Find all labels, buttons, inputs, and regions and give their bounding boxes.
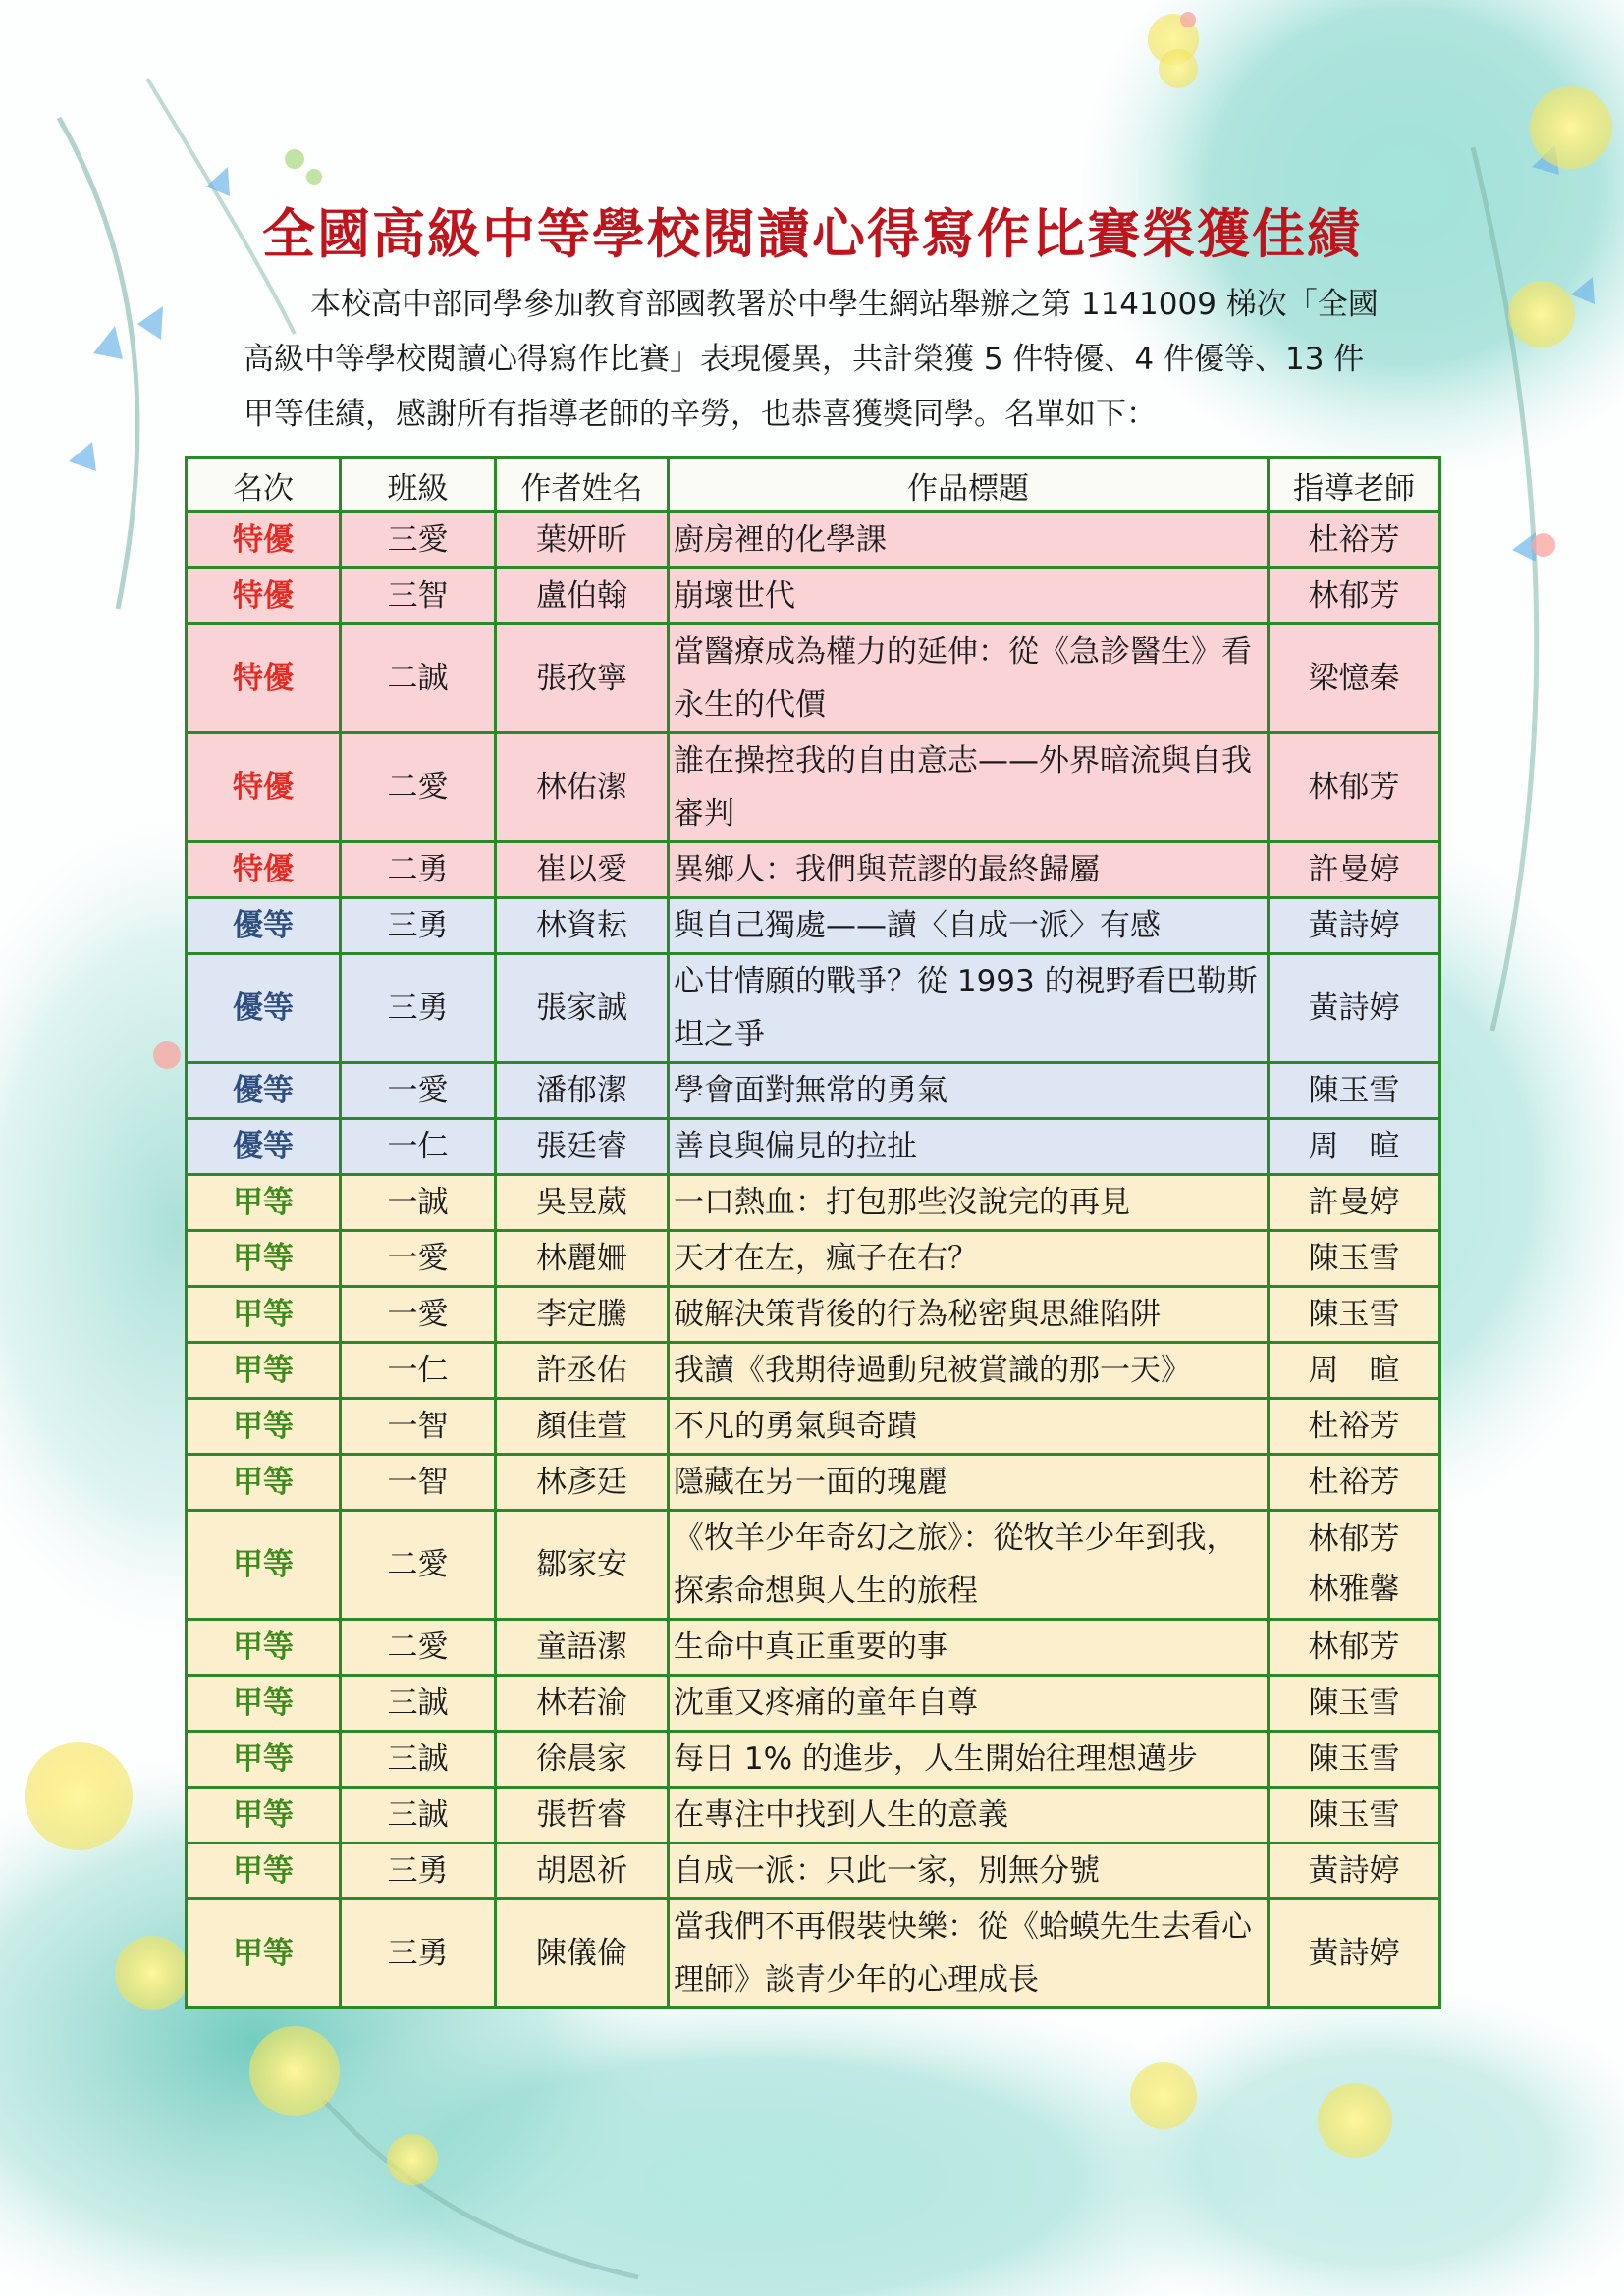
table-row xyxy=(187,1676,1440,1732)
rank-cell: 優等 xyxy=(187,1119,341,1175)
table-row xyxy=(187,1788,1440,1843)
teacher-cell: 許曼婷 xyxy=(1269,842,1440,898)
rank-cell: 特優 xyxy=(187,512,341,568)
rank-cell: 甲等 xyxy=(187,1455,341,1511)
author-cell: 林彥廷 xyxy=(496,1455,669,1511)
table-row xyxy=(187,1119,1440,1175)
table-row xyxy=(187,1175,1440,1231)
header-teacher: 指導老師 xyxy=(1269,458,1440,512)
rank-cell: 甲等 xyxy=(187,1399,341,1455)
teacher-cell: 杜裕芳 xyxy=(1269,1455,1440,1511)
work-title-cell: 學會面對無常的勇氣 xyxy=(669,1063,1269,1119)
class-cell: 三勇 xyxy=(341,954,496,1063)
teacher-cell: 陳玉雪 xyxy=(1269,1676,1440,1732)
author-cell: 張家誠 xyxy=(496,954,669,1063)
author-cell: 潘郁潔 xyxy=(496,1063,669,1119)
teacher-cell: 林郁芳 xyxy=(1269,568,1440,624)
table-row xyxy=(187,898,1440,954)
teacher-cell: 杜裕芳 xyxy=(1269,512,1440,568)
teacher-name: 林郁芳 xyxy=(1308,1522,1400,1557)
work-title-cell: 在專注中找到人生的意義 xyxy=(669,1788,1269,1843)
rank-cell: 甲等 xyxy=(187,1343,341,1399)
class-cell: 一智 xyxy=(341,1455,496,1511)
awards-table xyxy=(185,456,1441,2009)
author-cell: 李定騰 xyxy=(496,1287,669,1343)
class-cell: 二勇 xyxy=(341,842,496,898)
work-title-cell: 隱藏在另一面的瑰麗 xyxy=(669,1455,1269,1511)
header-author: 作者姓名 xyxy=(496,458,669,512)
work-title-cell: 不凡的勇氣與奇蹟 xyxy=(669,1399,1269,1455)
rank-cell: 優等 xyxy=(187,1063,341,1119)
teacher-cell xyxy=(1269,1511,1440,1620)
author-cell: 顏佳萱 xyxy=(496,1399,669,1455)
rank-cell: 甲等 xyxy=(187,1843,341,1899)
work-title-cell: 心甘情願的戰爭？從 1993 的視野看巴勒斯坦之爭 xyxy=(669,954,1269,1063)
class-cell: 二愛 xyxy=(341,733,496,842)
work-title-cell: 誰在操控我的自由意志——外界暗流與自我審判 xyxy=(669,733,1269,842)
author-cell: 林麗姍 xyxy=(496,1231,669,1287)
work-title-cell: 每日 1% 的進步，人生開始往理想邁步 xyxy=(669,1732,1269,1788)
table-row xyxy=(187,624,1440,733)
author-cell: 張哲睿 xyxy=(496,1788,669,1843)
table-row xyxy=(187,1620,1440,1676)
work-title-cell: 善良與偏見的拉扯 xyxy=(669,1119,1269,1175)
table-row xyxy=(187,1899,1440,2008)
class-cell: 三勇 xyxy=(341,1843,496,1899)
author-cell: 崔以愛 xyxy=(496,842,669,898)
rank-cell: 特優 xyxy=(187,568,341,624)
rank-cell: 甲等 xyxy=(187,1287,341,1343)
header-class: 班級 xyxy=(341,458,496,512)
work-title-cell: 《牧羊少年奇幻之旅》：從牧羊少年到我，探索命想與人生的旅程 xyxy=(669,1511,1269,1620)
class-cell: 一愛 xyxy=(341,1063,496,1119)
class-cell: 三智 xyxy=(341,568,496,624)
table-row xyxy=(187,1231,1440,1287)
table-row xyxy=(187,1843,1440,1899)
table-row xyxy=(187,512,1440,568)
table-header-row xyxy=(187,458,1440,512)
teacher-cell: 陳玉雪 xyxy=(1269,1732,1440,1788)
author-cell: 徐晨家 xyxy=(496,1732,669,1788)
work-title-cell: 生命中真正重要的事 xyxy=(669,1620,1269,1676)
header-rank: 名次 xyxy=(187,458,341,512)
work-title-cell: 崩壞世代 xyxy=(669,568,1269,624)
class-cell: 一仁 xyxy=(341,1343,496,1399)
rank-cell: 甲等 xyxy=(187,1676,341,1732)
rank-cell: 甲等 xyxy=(187,1620,341,1676)
teacher-cell: 陳玉雪 xyxy=(1269,1788,1440,1843)
author-cell: 盧伯翰 xyxy=(496,568,669,624)
rank-cell: 甲等 xyxy=(187,1899,341,2008)
rank-cell: 甲等 xyxy=(187,1175,341,1231)
class-cell: 一誠 xyxy=(341,1175,496,1231)
author-cell: 張孜寧 xyxy=(496,624,669,733)
table-row xyxy=(187,733,1440,842)
teacher-cell: 梁憶秦 xyxy=(1269,624,1440,733)
author-cell: 吳昱葳 xyxy=(496,1175,669,1231)
table-row xyxy=(187,1063,1440,1119)
teacher-cell: 許曼婷 xyxy=(1269,1175,1440,1231)
class-cell: 三勇 xyxy=(341,898,496,954)
rank-cell: 優等 xyxy=(187,954,341,1063)
author-cell: 林資耘 xyxy=(496,898,669,954)
class-cell: 二誠 xyxy=(341,624,496,733)
work-title-cell: 一口熱血：打包那些沒說完的再見 xyxy=(669,1175,1269,1231)
class-cell: 二愛 xyxy=(341,1620,496,1676)
class-cell: 一愛 xyxy=(341,1231,496,1287)
table-row xyxy=(187,1511,1440,1620)
rank-cell: 特優 xyxy=(187,624,341,733)
teacher-cell: 周 暄 xyxy=(1269,1119,1440,1175)
table-row xyxy=(187,1455,1440,1511)
table-row xyxy=(187,1343,1440,1399)
author-cell: 童語潔 xyxy=(496,1620,669,1676)
author-cell: 林若渝 xyxy=(496,1676,669,1732)
class-cell: 三勇 xyxy=(341,1899,496,2008)
table-row xyxy=(187,568,1440,624)
table-row xyxy=(187,1732,1440,1788)
rank-cell: 特優 xyxy=(187,842,341,898)
table-row xyxy=(187,1287,1440,1343)
rank-cell: 甲等 xyxy=(187,1788,341,1843)
work-title-cell: 異鄉人：我們與荒謬的最終歸屬 xyxy=(669,842,1269,898)
author-cell: 葉妍昕 xyxy=(496,512,669,568)
table-row xyxy=(187,1399,1440,1455)
author-cell: 鄒家安 xyxy=(496,1511,669,1620)
class-cell: 三誠 xyxy=(341,1788,496,1843)
rank-cell: 甲等 xyxy=(187,1511,341,1620)
work-title-cell: 與自己獨處——讀〈自成一派〉有感 xyxy=(669,898,1269,954)
teacher-cell: 陳玉雪 xyxy=(1269,1063,1440,1119)
teacher-cell: 周 暄 xyxy=(1269,1343,1440,1399)
teacher-cell: 黃詩婷 xyxy=(1269,1899,1440,2008)
teacher-cell: 陳玉雪 xyxy=(1269,1287,1440,1343)
author-cell: 陳儀倫 xyxy=(496,1899,669,2008)
header-work-title: 作品標題 xyxy=(669,458,1269,512)
author-cell: 張廷睿 xyxy=(496,1119,669,1175)
work-title-cell: 破解決策背後的行為秘密與思維陷阱 xyxy=(669,1287,1269,1343)
intro-paragraph xyxy=(244,277,1392,442)
author-cell: 林佑潔 xyxy=(496,733,669,842)
work-title-cell: 沈重又疼痛的童年自尊 xyxy=(669,1676,1269,1732)
rank-cell: 特優 xyxy=(187,733,341,842)
teacher-cell: 杜裕芳 xyxy=(1269,1399,1440,1455)
teacher-name-second: 林雅馨 xyxy=(1308,1572,1400,1607)
teacher-cell: 黃詩婷 xyxy=(1269,1843,1440,1899)
work-title-cell: 當我們不再假裝快樂：從《蛤蟆先生去看心理師》談青少年的心理成長 xyxy=(669,1899,1269,2008)
class-cell: 三誠 xyxy=(341,1732,496,1788)
class-cell: 一仁 xyxy=(341,1119,496,1175)
work-title-cell: 當醫療成為權力的延伸：從《急診醫生》看永生的代價 xyxy=(669,624,1269,733)
class-cell: 一智 xyxy=(341,1399,496,1455)
teacher-cell: 黃詩婷 xyxy=(1269,898,1440,954)
table-row xyxy=(187,954,1440,1063)
rank-cell: 甲等 xyxy=(187,1231,341,1287)
rank-cell: 優等 xyxy=(187,898,341,954)
teacher-cell: 林郁芳 xyxy=(1269,733,1440,842)
teacher-cell: 林郁芳 xyxy=(1269,1620,1440,1676)
work-title-cell: 廚房裡的化學課 xyxy=(669,512,1269,568)
work-title-cell: 自成一派：只此一家，別無分號 xyxy=(669,1843,1269,1899)
work-title-cell: 天才在左，瘋子在右？ xyxy=(669,1231,1269,1287)
author-cell: 胡恩祈 xyxy=(496,1843,669,1899)
table-row xyxy=(187,842,1440,898)
intro-text: 本校高中部同學參加教育部國教署於中學生網站舉辦之第 1141009 梯次「全國高級中等學校閱讀心得寫作比賽」表現優異，共計榮獲 5 件特優、4 件優等、13 件甲等佳績，感謝所有指導老師的辛勞，也恭喜獲獎同學。名單如下： xyxy=(244,287,1379,432)
author-cell: 許丞佑 xyxy=(496,1343,669,1399)
class-cell: 三愛 xyxy=(341,512,496,568)
rank-cell: 甲等 xyxy=(187,1732,341,1788)
work-title-cell: 我讀《我期待過動兒被賞識的那一天》 xyxy=(669,1343,1269,1399)
teacher-cell: 黃詩婷 xyxy=(1269,954,1440,1063)
teacher-cell: 陳玉雪 xyxy=(1269,1231,1440,1287)
page-title: 全國高級中等學校閱讀心得寫作比賽榮獲佳績 xyxy=(262,202,1362,265)
class-cell: 二愛 xyxy=(341,1511,496,1620)
class-cell: 三誠 xyxy=(341,1676,496,1732)
class-cell: 一愛 xyxy=(341,1287,496,1343)
